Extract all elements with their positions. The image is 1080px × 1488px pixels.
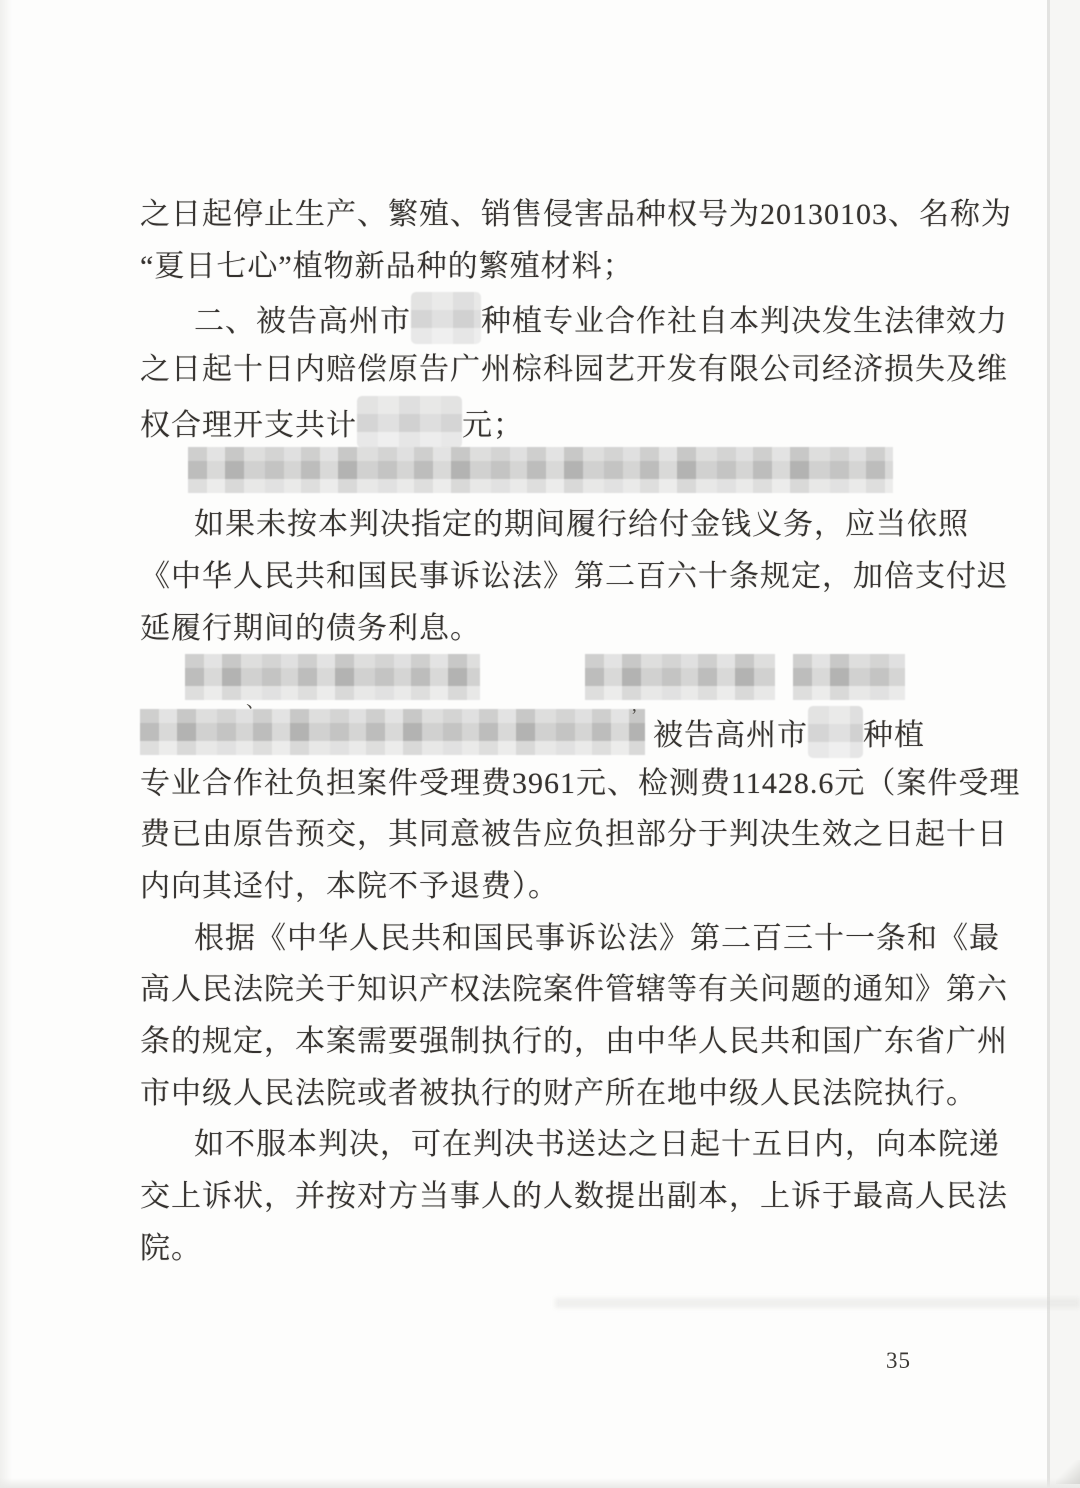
text-segment: 如果未按本判决指定的期间履行给付金钱义务，应当依照 (194, 508, 969, 542)
text-segment: 《中华人民共和国民事诉讼法》第二百六十条规定，加倍支付迟 (140, 559, 1008, 593)
text-line-3 (140, 292, 1008, 344)
text-segment: 高人民法院关于知识产权法院案件管辖等有关问题的通知》第六 (140, 973, 1008, 1007)
spacer (140, 689, 185, 690)
redacted-region (808, 706, 863, 758)
scan-streak (555, 1298, 1080, 1308)
text-segment: 种植专业合作社自本判决发生法律效力 (481, 305, 1008, 339)
punctuation-remnant: , (632, 695, 637, 716)
scan-edge-left (0, 0, 12, 1488)
text-line-9 (140, 603, 955, 655)
text-segment: 权合理开支共计 (140, 408, 357, 442)
spacer (480, 689, 585, 690)
redacted-region (188, 447, 893, 493)
redacted-region (585, 654, 775, 700)
text-segment: 专业合作社负担案件受理费3961元、检测费11428.6元（案件受理 (140, 766, 1021, 800)
redacted-region (793, 654, 905, 700)
spacer (140, 482, 188, 483)
text-segment: 如不服本判决，可在判决书送达之日起十五日内，向本院递 (194, 1128, 1000, 1162)
text-line-8 (140, 551, 1008, 603)
text-line-21 (140, 1223, 955, 1275)
text-line-4 (140, 344, 1008, 396)
text-line-2 (140, 241, 955, 293)
text-segment: 院。 (140, 1231, 202, 1265)
text-line-14 (140, 861, 955, 913)
text-line-19 (140, 1119, 1000, 1171)
scan-edge-right (1050, 0, 1080, 1488)
spacer (775, 689, 793, 690)
redacted-region (140, 709, 645, 755)
scan-corner-mark (1056, 1460, 1080, 1484)
punctuation-remnant: 、 (246, 691, 266, 712)
text-segment: 元； (462, 408, 524, 442)
text-segment: 被告高州市 (653, 718, 808, 752)
text-line-13 (140, 809, 1008, 861)
text-line-11 (140, 706, 955, 758)
text-line-20 (140, 1171, 1008, 1223)
text-line-7 (140, 499, 969, 551)
text-line-5 (140, 396, 955, 448)
spacer (645, 744, 653, 745)
text-segment: 交上诉状，并按对方当事人的人数提出副本，上诉于最高人民法 (140, 1180, 1008, 1214)
text-line-1 (140, 189, 1012, 241)
scan-fold-line (1047, 0, 1050, 1488)
text-segment: 之日起十日内赔偿原告广州棕科园艺开发有限公司经济损失及维 (140, 353, 1008, 387)
text-segment: 内向其迳付，本院不予退费）。 (140, 869, 559, 903)
scan-edge-bottom (0, 1478, 1080, 1488)
text-segment: 根据《中华人民共和国民事诉讼法》第二百三十一条和《最 (194, 921, 1000, 955)
text-segment: 费已由原告预交，其同意被告应负担部分于判决生效之日起十日 (140, 818, 1008, 852)
text-line-18 (140, 1068, 977, 1120)
text-line-12 (140, 758, 1021, 810)
text-line-15 (140, 913, 1000, 965)
text-line-16 (140, 964, 1008, 1016)
page-number: 35 (886, 1348, 911, 1373)
text-segment: 延履行期间的债务利息。 (140, 611, 481, 645)
text-segment: 市中级人民法院或者被执行的财产所在地中级人民法院执行。 (140, 1076, 977, 1110)
text-segment: 种植 (863, 718, 925, 752)
redacted-region (411, 292, 481, 344)
redacted-region (357, 396, 462, 448)
text-segment: 条的规定，本案需要强制执行的，由中华人民共和国广东省广州 (140, 1025, 1008, 1058)
text-line-17 (140, 1016, 1008, 1068)
text-line-6 (140, 447, 955, 499)
text-segment: “夏日七心”植物新品种的繁殖材料； (140, 249, 634, 283)
text-segment: 二、被告高州市 (194, 305, 411, 339)
text-segment: 之日起停止生产、繁殖、销售侵害品种权号为20130103、名称为 (140, 198, 1012, 231)
redacted-region (185, 654, 480, 700)
judgment-text-block (140, 189, 1021, 1274)
